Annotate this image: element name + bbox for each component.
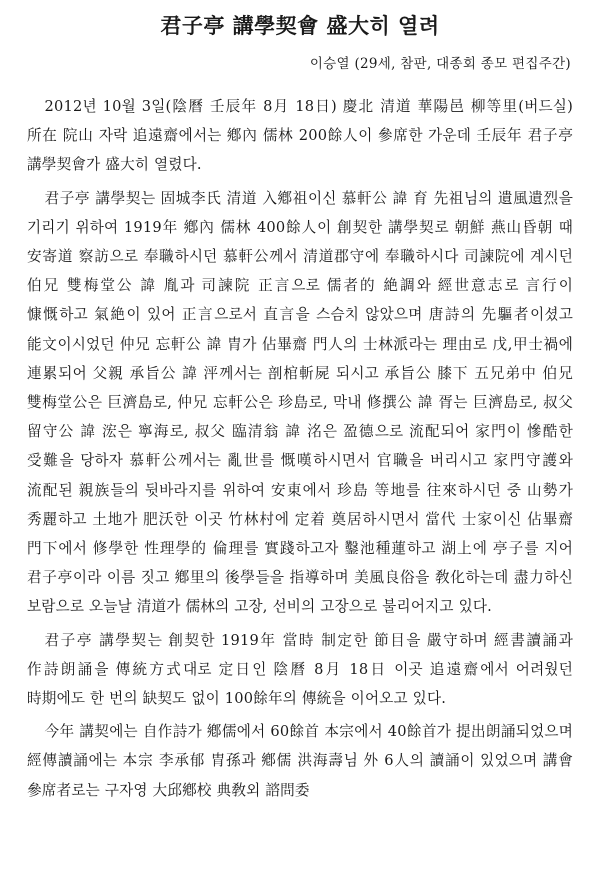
- article-body: [27, 92, 573, 805]
- article-paragraph-4: 今年 講契에는 自作詩가 鄕儒에서 60餘首 本宗에서 40餘首가 提出朗誦되었으며 經傳讀誦에는 本宗 李承郁 胄孫과 鄕儒 洪海壽님 外 6人의 讀誦이 있었으며 講會 參席者로는 구자영 大邱鄕校 典敎외 諮問委: [27, 723, 573, 799]
- article-paragraph-3: 君子亭 講學契는 創契한 1919年 當時 制定한 節目을 嚴守하며 經書讀誦과 作詩朗誦을 傳統方式대로 定日인 陰曆 8月 18日 이곳 追遠齋에서 어려웠던 時期에도 한 번의 缺契도 없이 100餘年의 傳統을 이어오고 있다.: [27, 631, 573, 708]
- article-title: 君子亭 講學契會 盛大히 열려: [160, 13, 440, 38]
- article-byline: 이승열 (29세, 참판, 대종회 종모 편집주간): [309, 56, 571, 72]
- article-paragraph-2: 君子亭 講學契는 固城李氏 清道 入鄕祖이신 慕軒公 諱 育 先祖님의 遺風遺烈을 기리기 위하여 1919年 鄕內 儒林 400餘人이 創契한 講學契로 朝鮮 燕山昏朝 때 安寄道 察訪으로 奉職하시던 慕軒公께서 清道郡守에 奉職하시다 司諫院에 계시던 伯兄 雙梅堂公 諱 胤과 司諫院 正言으로 儒者的 絶調와 經世意志로 言行이 慷慨하고 氣絶이 있어 正言으로서 直言을 스슴치 않았으며 唐詩의 先驅者이셨고 能文이시었던 仲兄 忘軒公 諱 胄가 佔畢齋 門人의 士林派라는 理由로 戊,甲士禍에 連累되어 父親 承旨公 諱 泙께서는 剖棺斬屍 되시고 承旨公 膝下 五兄弟中 伯兄 雙梅堂公은 巨濟島로, 仲兄 忘軒公은 珍島로, 막내 修撰公 諱 胥는 巨濟島로, 叔父 留守公 諱 浤은 寧海로, 叔父 臨清翁 諱 洺은 盈德으로 流配되어 家門이 慘酷한 受難을 당하자 慕軒公께서는 亂世를 慨嘆하시면서 官職을 버리시고 家門守護와 流配된 親族들의 뒷바라지를 위하여 安東에서 珍島 等地를 往來하시던 중 山勢가 秀麗하고 土地가 肥沃한 이곳 竹林村에 定着 奠居하시면서 當代 士家이신 佔畢齋 門下에서 修學한 性理學的 倫理를 實踐하고자 鑿池種蓮하고 湖上에 亭子를 지어 君子亭이라 이름 짓고 鄕里의 後學들을 指導하며 美風良俗을 敎化하는데 盡力하신 보람으로 오늘날 清道가 儒林의 고장, 선비의 고장으로 불리어지고 있다.: [27, 189, 573, 616]
- article-paragraph-1: 2012년 10월 3일(陰曆 壬辰年 8月 18日) 慶北 清道 華陽邑 柳等里(버드실) 所在 院山 자락 追遠齋에서는 鄕內 儒林 200餘人이 參席한 가운데 壬辰年 君子亭 講學契會가 盛大히 열렸다.: [27, 98, 573, 174]
